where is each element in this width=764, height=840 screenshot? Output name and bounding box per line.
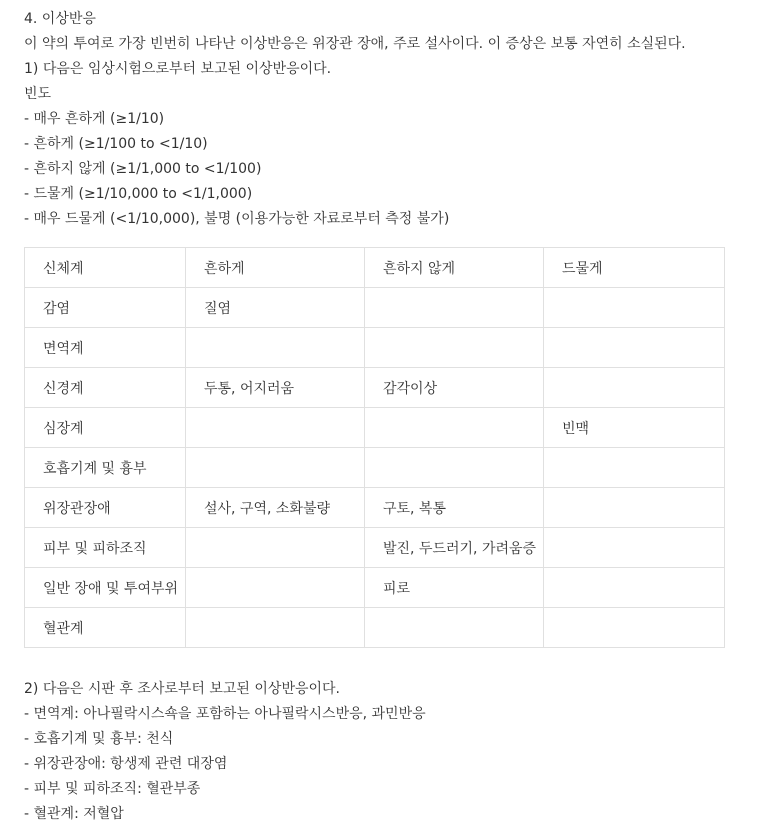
table-cell: [365, 408, 544, 448]
table-row: [25, 608, 725, 648]
table-header-cell: 드물게: [544, 248, 725, 288]
table-cell: [544, 608, 725, 648]
frequency-label: 빈도: [24, 86, 52, 102]
table-row: [25, 528, 725, 568]
table-row: [25, 368, 725, 408]
frequency-item: - 흔하지 않게 (≥1/1,000 to <1/100): [24, 161, 262, 177]
table-cell: [544, 488, 725, 528]
frequency-item: - 드물게 (≥1/10,000 to <1/1,000): [24, 186, 253, 202]
table-cell: 발진, 두드러기, 가려움증: [365, 528, 544, 568]
postmarketing-item: - 위장관장애: 항생제 관련 대장염: [24, 756, 228, 772]
adverse-reactions-document: [24, 7, 740, 827]
postmarketing-item: - 혈관계: 저혈압: [24, 806, 124, 822]
clinical-heading: 1) 다음은 임상시험으로부터 보고된 이상반응이다.: [24, 61, 332, 77]
table-cell: 위장관장애: [25, 488, 186, 528]
table-cell: 두통, 어지러움: [186, 368, 365, 408]
table-cell: 설사, 구역, 소화불량: [186, 488, 365, 528]
table-cell: [186, 528, 365, 568]
table-cell: 면역계: [25, 328, 186, 368]
table-row: [25, 288, 725, 328]
table-cell: [544, 528, 725, 568]
table-cell: [365, 448, 544, 488]
table-cell: [186, 608, 365, 648]
postmarketing-section: [24, 677, 740, 827]
section-title: 4. 이상반응: [24, 11, 96, 27]
postmarketing-item: - 피부 및 피하조직: 혈관부종: [24, 781, 201, 797]
table-row: [25, 408, 725, 448]
table-row: [25, 488, 725, 528]
table-cell: 구토, 복통: [365, 488, 544, 528]
table-cell: 피부 및 피하조직: [25, 528, 186, 568]
table-header-cell: 신체계: [25, 248, 186, 288]
intro-text: 이 약의 투여로 가장 빈번히 나타난 이상반응은 위장관 장애, 주로 설사이다. 이 증상은 보통 자연히 소실된다.: [24, 36, 686, 52]
table-header-row: [25, 248, 725, 288]
frequency-item: - 흔하게 (≥1/100 to <1/10): [24, 136, 208, 152]
table-header-cell: 흔하게: [186, 248, 365, 288]
table-cell: 심장계: [25, 408, 186, 448]
table-cell: [544, 288, 725, 328]
table-cell: [544, 568, 725, 608]
table-cell: 호흡기계 및 흉부: [25, 448, 186, 488]
table-row: [25, 448, 725, 488]
table-cell: [544, 328, 725, 368]
table-cell: [186, 328, 365, 368]
table-cell: [365, 288, 544, 328]
table-row: [25, 328, 725, 368]
adverse-reaction-table: [24, 247, 725, 648]
table-cell: 혈관계: [25, 608, 186, 648]
table-cell: [365, 608, 544, 648]
table-cell: [186, 568, 365, 608]
table-cell: 신경계: [25, 368, 186, 408]
frequency-item: - 매우 드물게 (<1/10,000), 불명 (이용가능한 자료로부터 측정 불가): [24, 211, 450, 227]
table-header-cell: 흔하지 않게: [365, 248, 544, 288]
table-cell: [365, 328, 544, 368]
table-cell: [544, 448, 725, 488]
postmarketing-heading: 2) 다음은 시판 후 조사로부터 보고된 이상반응이다.: [24, 681, 340, 697]
postmarketing-item: - 호흡기계 및 흉부: 천식: [24, 731, 174, 747]
table-cell: [544, 368, 725, 408]
table-cell: 일반 장애 및 투여부위: [25, 568, 186, 608]
table-cell: 감염: [25, 288, 186, 328]
table-cell: [186, 448, 365, 488]
table-cell: 빈맥: [544, 408, 725, 448]
table-cell: [186, 408, 365, 448]
postmarketing-item: - 면역계: 아나필락시스쇽을 포함하는 아나필락시스반응, 과민반응: [24, 706, 426, 722]
table-cell: 피로: [365, 568, 544, 608]
table-cell: 감각이상: [365, 368, 544, 408]
table-cell: 질염: [186, 288, 365, 328]
table-row: [25, 568, 725, 608]
frequency-item: - 매우 흔하게 (≥1/10): [24, 111, 165, 127]
